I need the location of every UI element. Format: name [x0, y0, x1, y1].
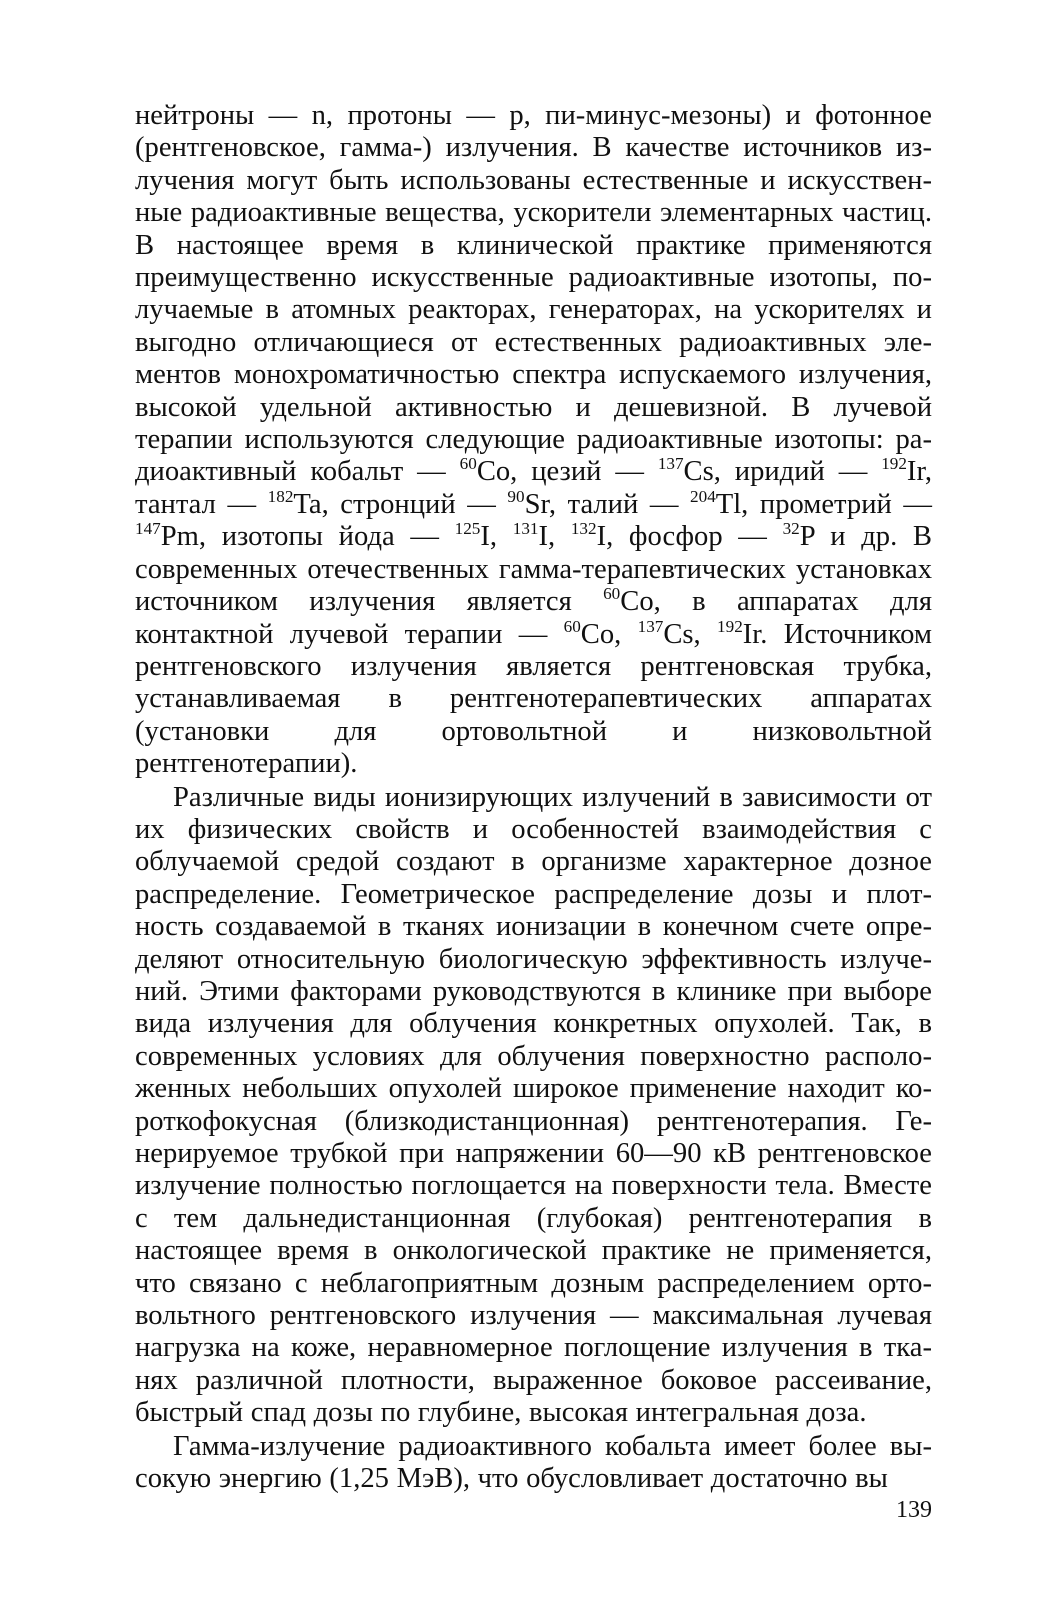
isotope-mass-number: 182 [267, 486, 294, 506]
isotope-mass-number: 132 [570, 519, 597, 539]
isotope-mass-number: 60 [563, 616, 581, 636]
isotope-mass-number: 204 [690, 486, 716, 506]
isotope-mass-number: 131 [512, 519, 539, 539]
isotope-mass-number: 60 [603, 583, 621, 603]
paragraph-cobalt-gamma: Гамма-излучение радиоактивного кобальта имеет более высокую энергию (1,25 МэВ), что обусловливает достаточно вы [135, 1430, 932, 1495]
isotope-mass-number: 32 [782, 519, 800, 539]
isotope-mass-number: 192 [881, 454, 907, 474]
isotope-mass-number: 192 [717, 616, 743, 636]
isotope-mass-number: 60 [459, 454, 477, 474]
paragraph-radiation-sources: нейтроны — n, протоны — p, пи-минус-мезоны) и фотонное (рентгеновское, гамма-) излучения. В качестве источников излучения могут быть использованы естественные и искусственные радиоактивные вещества, ускорители элементарных частиц. В настоящее время в клинической практике применяются преимущественно искусственные радиоактивные изотопы, получаемые в атомных реакторах, генераторах, на ускорителях и выгодно отличающиеся от естественных радиоактивных элементов монохроматичностью спектра испускаемого излучения, высокой удельной активностью и дешевизной. В лучевой терапии используются следующие радиоактивные изотопы: радиоактивный кобальт — $^{60}$Co, цезий — $^{137}$Cs, иридий — $^{192}$Ir, тантал — $^{182}$Ta, стронций — $^{90}$Sr, талий — $^{204}$Tl, прометрий — $^{147}$Pm, изотопы йода — $^{125}$I, $^{131}$I, $^{132}$I, фосфор — $^{32}$P и др. В современных отечественных гамма-терапевтических установках источником излучения является $^{60}$Co, в аппаратах для контактной лучевой терапии — $^{60}$Co, $^{137}$Cs, $^{192}$Ir. Источником рентгеновского излучения является рентгеновская трубка, устанавливаемая в рентгенотерапевтических аппаратах (установки для ортовольтной и низковольтной рентгенотерапии). [135, 100, 933, 780]
isotope-mass-number: 90 [507, 486, 525, 506]
page-body [135, 100, 932, 1495]
isotope-mass-number: 147 [135, 519, 161, 539]
paragraph-dose-distribution: Различные виды ионизирующих излучений в зависимости от их физических свойств и особенностей взаимодействия с облучаемой средой создают в организме характерное дозное распределение. Геометрическое распределение дозы и плотность создаваемой в тканях ионизации в конечном счете определяют относительную биологическую эффективность излучений. Этими факторами руководствуются в клинике при выборе вида излучения для облучения конкретных опухолей. Так, в современных условиях для облучения поверхностно расположенных небольших опухолей широкое применение находит короткофокусная (близкодистанционная) рентгенотерапия. Генерируемое трубкой при напряжении 60—90 кВ рентгеновское излучение полностью поглощается на поверхности тела. Вместе с тем дальнедистанционная (глубокая) рентгенотерапия в настоящее время в онкологической практике не применяется, что связано с неблагоприятным дозным распределением ортовольтного рентгеновского излучения — максимальная лучевая нагрузка на коже, неравномерное поглощение излучения в тканях различной плотности, выраженное боковое рассеивание, быстрый спад дозы по глубине, высокая интегральная доза. [135, 781, 932, 1429]
isotope-mass-number: 137 [657, 454, 684, 474]
isotope-mass-number: 137 [637, 616, 664, 636]
isotope-mass-number: 125 [454, 519, 481, 539]
page-number: 139 [896, 1497, 932, 1523]
